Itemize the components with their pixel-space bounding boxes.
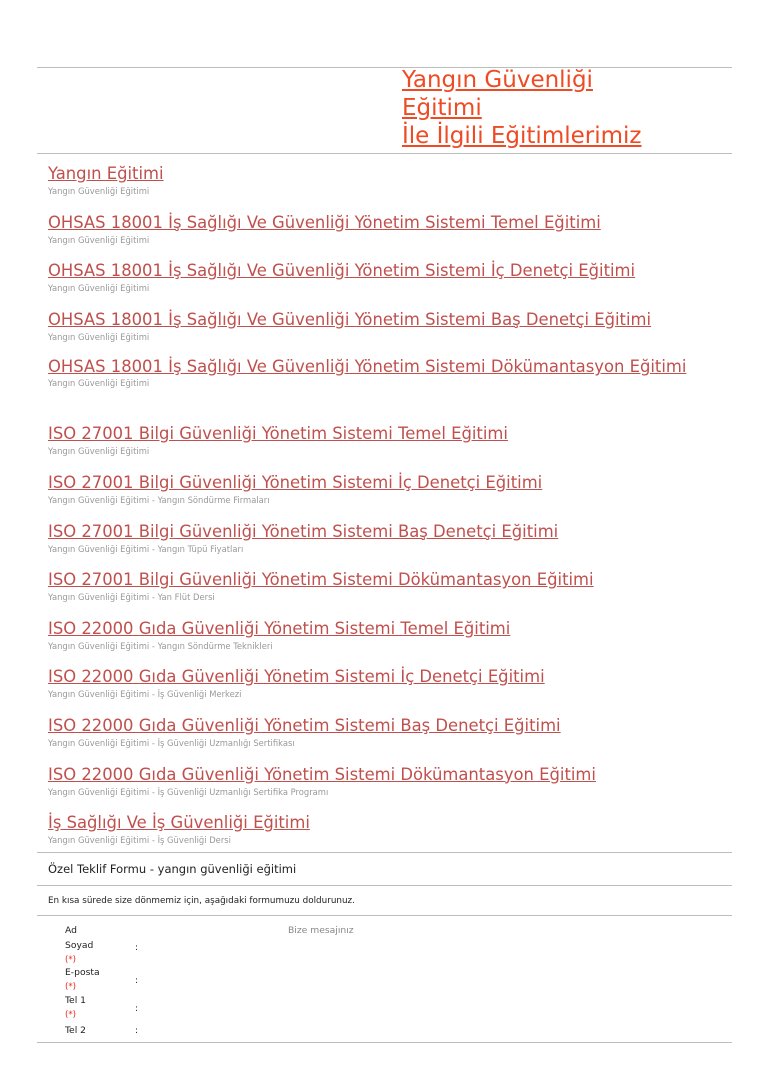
name-colon[interactable]: : [135, 942, 139, 953]
name-label: Ad [65, 925, 77, 936]
training-link[interactable]: OHSAS 18001 İş Sağlığı Ve Güvenliği Yönetim Sistemi Temel Eğitimi [48, 212, 601, 232]
list-item [48, 570, 738, 617]
page-heading-line-1: Yangın Güvenliği [402, 67, 593, 93]
list-item [48, 473, 738, 520]
list-item [48, 310, 738, 357]
training-category: Yangın Güvenliği Eğitimi - Yangın Tüpü Fiyatları [48, 543, 244, 554]
training-category: Yangın Güvenliği Eğitimi [48, 186, 150, 196]
list-item [48, 667, 738, 714]
list-item [48, 213, 738, 260]
training-category: Yangın Güvenliği Eğitimi [48, 234, 150, 245]
list-item [48, 164, 738, 211]
page-heading-line-3: İle İlgili Eğitimlerimiz [402, 123, 642, 149]
training-category: Yangın Güvenliği Eğitimi - İş Güvenliği Uzmanlığı Sertifika Programı [48, 786, 329, 797]
training-category: Yangın Güvenliği Eğitimi - Yangın Söndürme Teknikleri [48, 640, 273, 651]
surname-label: Soyad [65, 940, 94, 951]
list-item [48, 765, 738, 812]
page-heading[interactable] [402, 66, 732, 150]
training-category: Yangın Güvenliği Eğitimi [48, 446, 150, 457]
training-category: Yangın Güvenliği Eğitimi - Yan Flüt Dersi [48, 592, 215, 603]
tel1-colon[interactable]: : [135, 1003, 139, 1014]
form-title-divider [37, 885, 732, 886]
training-link[interactable]: OHSAS 18001 İş Sağlığı Ve Güvenliği Yönetim Sistemi İç Denetçi Eğitimi [48, 261, 636, 281]
required-mark: (*) [65, 1010, 77, 1020]
list-item [48, 619, 738, 666]
training-link[interactable]: ISO 22000 Gıda Güvenliği Yönetim Sistemi Temel Eğitimi [48, 618, 511, 638]
training-link[interactable]: ISO 27001 Bilgi Güvenliği Yönetim Sistemi Temel Eğitimi [48, 424, 508, 444]
tel1-label: Tel 1 [65, 995, 87, 1006]
heading-divider [37, 153, 732, 154]
required-mark: (*) [65, 955, 77, 965]
tel2-label: Tel 2 [65, 1025, 87, 1036]
tel2-colon[interactable]: : [135, 1025, 139, 1036]
training-link[interactable]: OHSAS 18001 İş Sağlığı Ve Güvenliği Yönetim Sistemi Dökümantasyon Eğitimi [48, 357, 687, 377]
training-link[interactable]: ISO 27001 Bilgi Güvenliği Yönetim Sistemi İç Denetçi Eğitimi [48, 472, 543, 492]
training-category: Yangın Güvenliği Eğitimi [48, 378, 150, 389]
required-mark: (*) [65, 982, 77, 992]
training-category: Yangın Güvenliği Eğitimi - İş Güvenliği Uzmanlığı Sertifikası [48, 737, 295, 748]
email-colon[interactable]: : [135, 975, 139, 986]
message-label: Bize mesajınız [288, 925, 354, 936]
list-item [48, 261, 738, 308]
form-intro: En kısa sürede size dönmemiz için, aşağıdaki formumuzu doldurunuz. [48, 896, 355, 906]
training-link[interactable]: Yangın Eğitimi [48, 164, 164, 183]
training-link[interactable]: İş Sağlığı Ve İş Güvenliği Eğitimi [48, 813, 310, 833]
training-link[interactable]: OHSAS 18001 İş Sağlığı Ve Güvenliği Yönetim Sistemi Baş Denetçi Eğitimi [48, 309, 652, 329]
training-list [48, 162, 738, 860]
form-title: Özel Teklif Formu - yangın güvenliği eğitimi [48, 862, 297, 876]
email-label: E-posta [65, 967, 100, 978]
training-link[interactable]: ISO 22000 Gıda Güvenliği Yönetim Sistemi Dökümantasyon Eğitimi [48, 764, 596, 784]
page-heading-line-2: Eğitimi [402, 95, 482, 121]
training-link[interactable]: ISO 22000 Gıda Güvenliği Yönetim Sistemi Baş Denetçi Eğitimi [48, 715, 561, 735]
bottom-divider [37, 1042, 732, 1043]
list-item [48, 716, 738, 763]
training-link[interactable]: ISO 27001 Bilgi Güvenliği Yönetim Sistemi Dökümantasyon Eğitimi [48, 570, 594, 590]
training-category: Yangın Güvenliği Eğitimi [48, 283, 150, 294]
training-category: Yangın Güvenliği Eğitimi - İş Güvenliği Dersi [48, 835, 231, 846]
form-intro-divider [37, 915, 732, 916]
training-category: Yangın Güvenliği Eğitimi - Yangın Söndürme Firmaları [48, 494, 270, 505]
training-category: Yangın Güvenliği Eğitimi - İş Güvenliği Merkezi [48, 689, 242, 700]
training-link[interactable]: ISO 27001 Bilgi Güvenliği Yönetim Sistemi Baş Denetçi Eğitimi [48, 521, 559, 541]
training-link[interactable]: ISO 22000 Gıda Güvenliği Yönetim Sistemi İç Denetçi Eğitimi [48, 667, 545, 687]
list-item [48, 358, 738, 422]
list-item [48, 424, 738, 471]
training-category: Yangın Güvenliği Eğitimi [48, 331, 150, 342]
form-top-divider [37, 852, 732, 853]
list-item [48, 522, 738, 569]
